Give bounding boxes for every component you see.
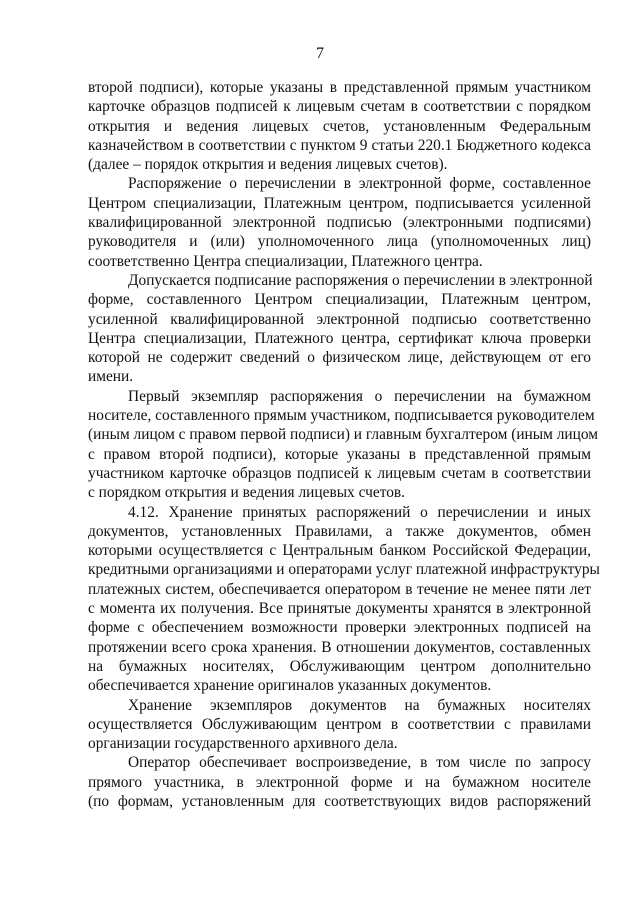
text-line: форме, составленного Центром специализации, Платежным центром, [88,291,591,309]
text-line: документов, установленных Правилами, а также документов, обмен [88,522,591,540]
text-line: Центра специализации, Платежного центра, сертификат ключа проверки [88,329,591,347]
text-line: носителе, составленного прямым участником, подписывается руководителем [88,407,595,425]
text-line: (далее – порядок открытия и ведения лицевых счетов). [88,156,448,174]
text-line: которой не содержит сведений о физическом лице, действующем от его [88,349,591,367]
text-line: Центром специализации, Платежным центром, подписывается усиленной [88,194,591,212]
document-body [88,78,600,811]
text-line: (иным лицом с правом первой подписи) и главным бухгалтером (иным лицом [88,426,599,444]
text-line: кредитными организациями и операторами услуг платежной инфраструктуры [88,561,600,579]
page-number: 7 [316,45,324,62]
text-line: открытия и ведения лицевых счетов, установленным Федеральным [88,117,591,135]
text-line: осуществляется Обслуживающим центром в соответствии с правилами [88,715,591,733]
text-line: имени. [88,368,134,386]
text-line: второй подписи), которые указаны в представленной прямым участником [88,79,591,96]
text-line: на бумажных носителях, Обслуживающим центром дополнительно [88,657,591,675]
text-line: Оператор обеспечивает воспроизведение, в том числе по запросу [128,754,591,772]
text-line: участником карточке образцов подписей к лицевым счетам в соответствии [88,464,591,482]
text-line: (по формам, установленным для соответствующих видов распоряжений [88,792,591,810]
text-line: прямого участника, в электронной форме и на бумажном носителе [88,773,591,791]
text-line: с момента их получения. Все принятые документы хранятся в электронной [88,600,591,618]
text-line: усиленной квалифицированной электронной подписью соответственно [88,310,591,328]
text-line: протяжении всего срока хранения. В отношении документов, составленных [88,638,591,656]
text-line: 4.12. Хранение принятых распоряжений о перечислении и иных [128,503,591,521]
text-line: Хранение экземпляров документов на бумажных носителях [128,696,591,714]
text-line: руководителя и (или) уполномоченного лица (уполномоченных лиц) [88,233,591,251]
text-line: которыми осуществляется с Центральным банком Российской Федерации, [88,542,591,560]
text-line: квалифицированной электронной подписью (электронными подписями) [88,214,591,232]
text-line: Допускается подписание распоряжения о перечислении в электронной [128,271,593,289]
text-line: соответственно Центра специализации, Платежного центра. [88,252,483,270]
text-line: форме с обеспечением возможности проверки электронных подписей на [88,619,591,637]
text-line: карточке образцов подписей к лицевым счетам в соответствии с порядком [88,98,591,116]
text-line: казначейством в соответствии с пунктом 9 статьи 220.1 Бюджетного кодекса [88,136,591,154]
text-line: с порядком открытия и ведения лицевых счетов. [88,484,406,502]
text-line: Распоряжение о перечислении в электронной форме, составленное [128,175,591,193]
text-line: организации государственного архивного дела. [88,735,398,753]
text-line: платежных систем, обеспечивается оператором в течение не менее пяти лет [88,580,591,598]
text-line: Первый экземпляр распоряжения о перечислении на бумажном [128,387,591,405]
text-line: с правом второй подписи), которые указаны в представленной прямым [88,445,591,463]
text-line: обеспечивается хранение оригиналов указанных документов. [88,677,492,695]
